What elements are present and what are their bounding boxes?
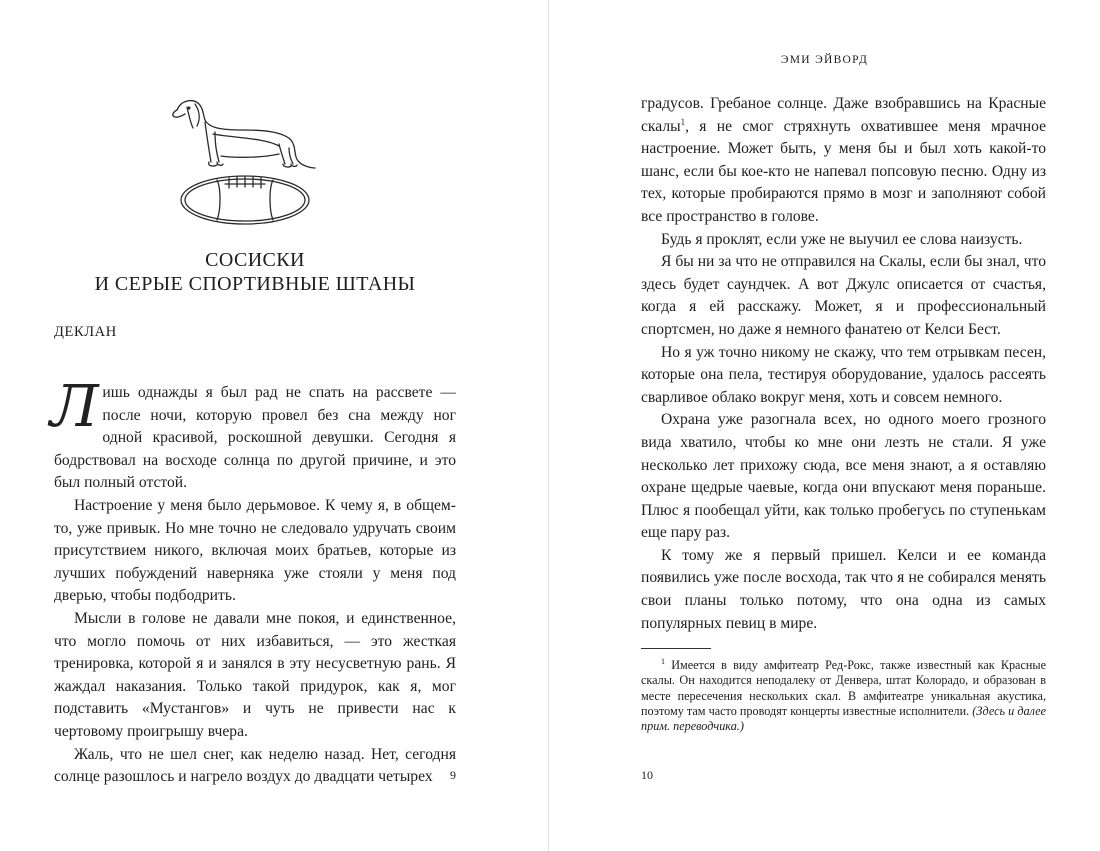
left-body-text bbox=[50, 372, 456, 789]
chapter-title-line-1: СОСИСКИ bbox=[205, 249, 305, 271]
paragraph: Охрана уже разогнала всех, но одного моего грозного вида хватило, чтобы ко мне они лезть не стали. Я уже несколько лет прихожу сюда, все меня знают, а я оставляю охране щедрые чаевые, когда они впускают меня пораньше. Плюс я пообещал уйти, как только пробегусь по ступенькам еще пару раз. bbox=[641, 411, 1046, 542]
paragraph: Но я уж точно никому не скажу, что тем отрывкам песен, которые она пела, тестируя оборудование, удалось рассеять сварливое облако вокруг меня, хоть и совсем немного. bbox=[641, 343, 1046, 406]
right-body-text bbox=[641, 93, 1046, 635]
paragraph-text: ишь однажды я был рад не спать на рассвете — после ночи, которую провел без сна между ног одной красивой, роскошной девушки. Сегодня я бодрствовал на восходе солнца по другой причине, и это был полный отстой. bbox=[54, 384, 456, 492]
footnote-rule bbox=[641, 648, 711, 649]
paragraph-text: градусов. Гребаное солнце. Даже взобравшись на Красные скалы bbox=[641, 95, 1046, 135]
footnote-translator-note: (Здесь и далее прим. переводчика.) bbox=[641, 703, 1047, 734]
dachshund-on-football-icon bbox=[165, 92, 325, 228]
pov-character: ДЕКЛАН bbox=[54, 324, 117, 340]
footnote-text: Имеется в виду амфитеатр Ред-Рокс, также известный как Красные скалы. Он находится неподалеку от Денвера, штат Колорадо, и образован в месте пересечения нескольких скал. В амфитеатре уникальная акустика, поэтому там часто проводят концерты известные исполнители. bbox=[641, 658, 1046, 718]
paragraph: Я бы ни за что не отправился на Скалы, если бы знал, что здесь будет саундчек. А вот Джулс описается от счастья, когда я ей расскажу. Может, я и профессиональный спортсмен, но даже я немного фанатею от Келси Бест. bbox=[641, 253, 1046, 338]
page-number: 9 bbox=[450, 768, 456, 782]
right-page bbox=[549, 0, 1100, 851]
footnote-reference[interactable]: 1 bbox=[680, 116, 686, 127]
page-number: 10 bbox=[641, 768, 653, 782]
drop-cap: Л bbox=[50, 372, 99, 440]
paragraph: Жаль, что не шел снег, как неделю назад. Нет, сегодня солнце разошлось и нагрело воздух до двадцати четырех bbox=[54, 745, 456, 786]
paragraph: Настроение у меня было дерьмовое. К чему я, в общем-то, уже привык. Но мне точно не следовало удручать своим присутствием никого, включая моих братьев, которые из лучших побуждений наверняка уже стояли у меня под дверью, чтобы подбодрить. bbox=[54, 496, 456, 605]
left-page bbox=[0, 0, 548, 851]
running-head: ЭМИ ЭЙВОРД bbox=[780, 54, 869, 66]
paragraph bbox=[50, 372, 456, 495]
paragraph: Будь я проклят, если уже не выучил ее слова наизусть. bbox=[661, 230, 1023, 248]
footnote-number: 1 bbox=[661, 657, 665, 666]
paragraph: К тому же я первый пришел. Келси и ее команда появились уже после восхода, так что я не собирался менять свои планы только потому, что она одна из самых популярных певиц в мире. bbox=[641, 546, 1046, 632]
paragraph bbox=[641, 93, 1046, 229]
chapter-title bbox=[60, 248, 450, 296]
paragraph: Мысли в голове не давали мне покоя, и единственное, что могло помочь от них избавиться, — это жесткая тренировка, которой я и занялся в эту несусветную рань. Я жаждал наказания. Только такой придурок, как я, мог подставить «Мустангов» и чуть не привести нас к чертовому проигрышу вчера. bbox=[54, 609, 456, 740]
footnote bbox=[641, 654, 1046, 735]
paragraph-text: , я не смог стряхнуть охватившее меня мрачное настроение. Может быть, у меня бы и был хоть какой-то шанс, если бы кое-кто не напевал попсовую песню. Одну из тех, которые пробираются прямо в мозг и заполняют собой все пространство в голове. bbox=[641, 117, 1046, 225]
chapter-title-line-2: И СЕРЫЕ СПОРТИВНЫЕ ШТАНЫ bbox=[94, 273, 416, 295]
